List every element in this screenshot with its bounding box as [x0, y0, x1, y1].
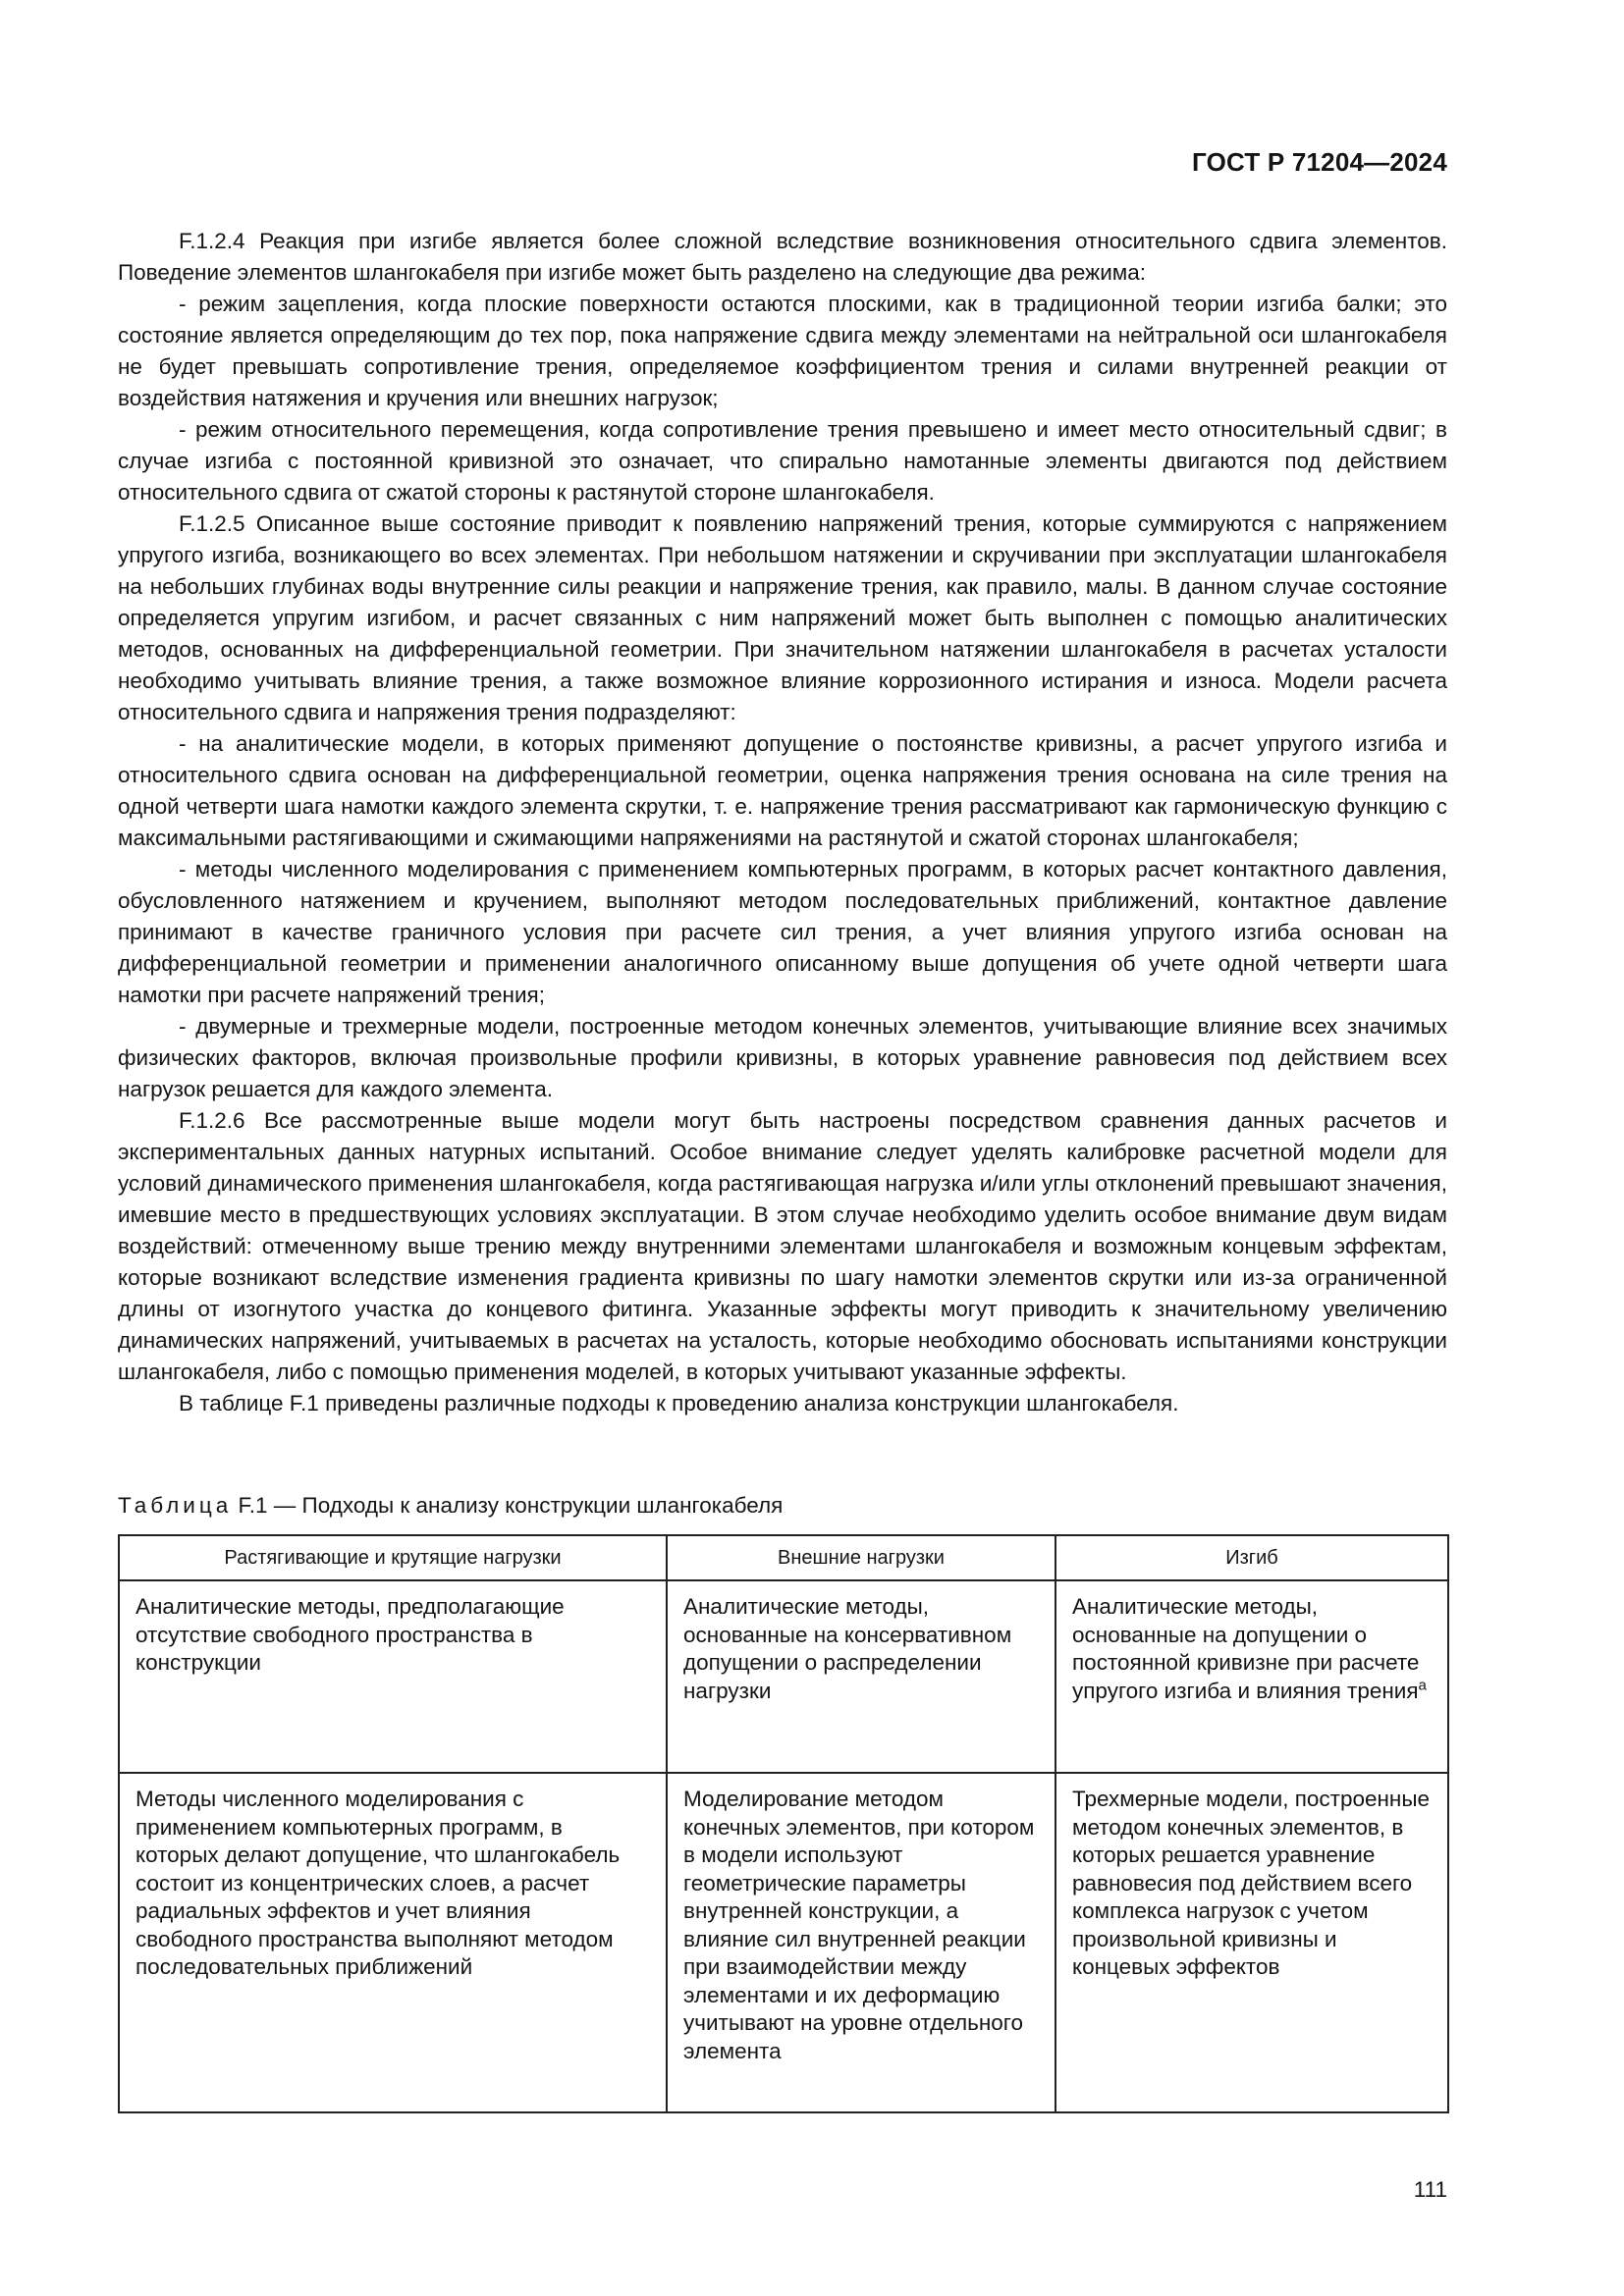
table-header-cell: Растягивающие и крутящие нагрузки [119, 1535, 667, 1580]
table-cell: Методы численного моделирования с применением компьютерных программ, в которых делают допущение, что шлангокабель состоит из концентрических слоев, а расчет радиальных эффектов и учет влияния свободного пространства выполняют методом последовательных приближений [119, 1773, 667, 2112]
table-row [119, 1580, 1448, 1773]
table-header-cell: Изгиб [1056, 1535, 1448, 1580]
table-row [119, 1773, 1448, 2112]
table-caption [118, 1490, 1447, 1522]
paragraph: В таблице F.1 приведены различные подходы к проведению анализа конструкции шлангокабеля. [179, 1391, 1179, 1415]
body-text [118, 226, 1447, 1419]
list-item: - на аналитические модели, в которых применяют допущение о постоянстве кривизны, а расчет упругого изгиба и относительного сдвига основан на дифференциальной геометрии, оценка напряжения трения основана на силе трения на одной четверти шага намотки каждого элемента скрутки, т. е. напряжение трения рассматривают как гармоническую функцию с максимальными растягивающими и сжимающими напряжениями на растянутой и сжатой сторонах шлангокабеля; [118, 731, 1447, 850]
paragraph: F.1.2.4 Реакция при изгибе является более сложной вследствие возникновения относительного сдвига элементов. Поведение элементов шлангокабеля при изгибе может быть разделено на следующие два режима: [118, 229, 1447, 285]
list-item: - режим зацепления, когда плоские поверхности остаются плоскими, как в традиционной теории изгиба балки; это состояние является определяющим до тех пор, пока напряжение сдвига между элементами на нейтральной оси шлангокабеля не будет превышать сопротивление трения, определяемое коэффициентом трения и силами внутренней реакции от воздействия натяжения и кручения или внешних нагрузок; [118, 292, 1447, 410]
table-caption-label: Таблица [118, 1493, 233, 1518]
list-item: - двумерные и трехмерные модели, построенные методом конечных элементов, учитывающие влияние всех значимых физических факторов, включая произвольные профили кривизны, в которых уравнение равновесия под действием всех нагрузок решается для каждого элемента. [118, 1014, 1447, 1101]
table-cell [1056, 1580, 1448, 1773]
table-cell-text: Аналитические методы, основанные на допущении о постоянной кривизне при расчете упругого изгиба и влияния трения [1072, 1594, 1420, 1703]
list-item: - методы численного моделирования с применением компьютерных программ, в которых расчет контактного давления, обусловленного натяжением и кручением, выполняют методом последовательных приближений, контактное давление принимают в качестве граничного условия при расчете сил трения, а учет влияния упругого изгиба основан на дифференциальной геометрии и применении аналогичного описанному выше допущения об учете одной четверти шага намотки при расчете напряжений трения; [118, 857, 1447, 1007]
list-item: - режим относительного перемещения, когда сопротивление трения превышено и имеет место относительный сдвиг; в случае изгиба с постоянной кривизной это означает, что спирально намотанные элементы двигаются под действием относительного сдвига от сжатой стороны к растянутой стороне шлангокабеля. [118, 417, 1447, 505]
table-header-row [119, 1535, 1448, 1580]
table-cell: Моделирование методом конечных элементов, при котором в модели используют геометрические параметры внутренней конструкции, а влияние сил внутренней реакции при взаимодействии между элементами и их деформацию учитывают на уровне отдельного элемента [667, 1773, 1056, 2112]
table-caption-text: F.1 — Подходы к анализу конструкции шлангокабеля [238, 1493, 784, 1518]
page-number: 111 [1413, 2177, 1447, 2202]
footnote-marker: a [1418, 1677, 1427, 1693]
document-id: ГОСТ Р 71204—2024 [1192, 147, 1447, 177]
table-cell: Аналитические методы, предполагающие отсутствие свободного пространства в конструкции [119, 1580, 667, 1773]
paragraph: F.1.2.6 Все рассмотренные выше модели могут быть настроены посредством сравнения данных расчетов и экспериментальных данных натурных испытаний. Особое внимание следует уделять калибровке расчетной модели для условий динамического применения шлангокабеля, когда растягивающая нагрузка и/или углы отклонений превышают значения, имевшие место в предшествующих условиях эксплуатации. В этом случае необходимо уделить особое внимание двум видам воздействий: отмеченному выше трению между внутренними элементами шлангокабеля и возможным концевым эффектам, которые возникают вследствие изменения градиента кривизны по шагу намотки элементов скрутки или из-за ограниченной длины от изогнутого участка до концевого фитинга. Указанные эффекты могут приводить к значительному увеличению динамических напряжений, учитываемых в расчетах на усталость, которые необходимо обосновать испытаниями конструкции шлангокабеля, либо с помощью применения моделей, в которых учитывают указанные эффекты. [118, 1108, 1447, 1384]
table-header-cell: Внешние нагрузки [667, 1535, 1056, 1580]
table-cell: Трехмерные модели, построенные методом конечных элементов, в которых решается уравнение равновесия под действием всего комплекса нагрузок с учетом произвольной кривизны и концевых эффектов [1056, 1773, 1448, 2112]
table-cell: Аналитические методы, основанные на консервативном допущении о распределении нагрузки [667, 1580, 1056, 1773]
approaches-table [118, 1534, 1449, 2113]
paragraph: F.1.2.5 Описанное выше состояние приводит к появлению напряжений трения, которые суммируются с напряжением упругого изгиба, возникающего во всех элементах. При небольшом натяжении и скручивании при эксплуатации шлангокабеля на небольших глубинах воды внутренние силы реакции и напряжение трения, как правило, малы. В данном случае состояние определяется упругим изгибом, и расчет связанных с ним напряжений может быть выполнен с помощью аналитических методов, основанных на дифференциальной геометрии. При значительном натяжении шлангокабеля в расчетах усталости необходимо учитывать влияние трения, а также возможное влияние коррозионного истирания и износа. Модели расчета относительного сдвига и напряжения трения подразделяют: [118, 511, 1447, 724]
